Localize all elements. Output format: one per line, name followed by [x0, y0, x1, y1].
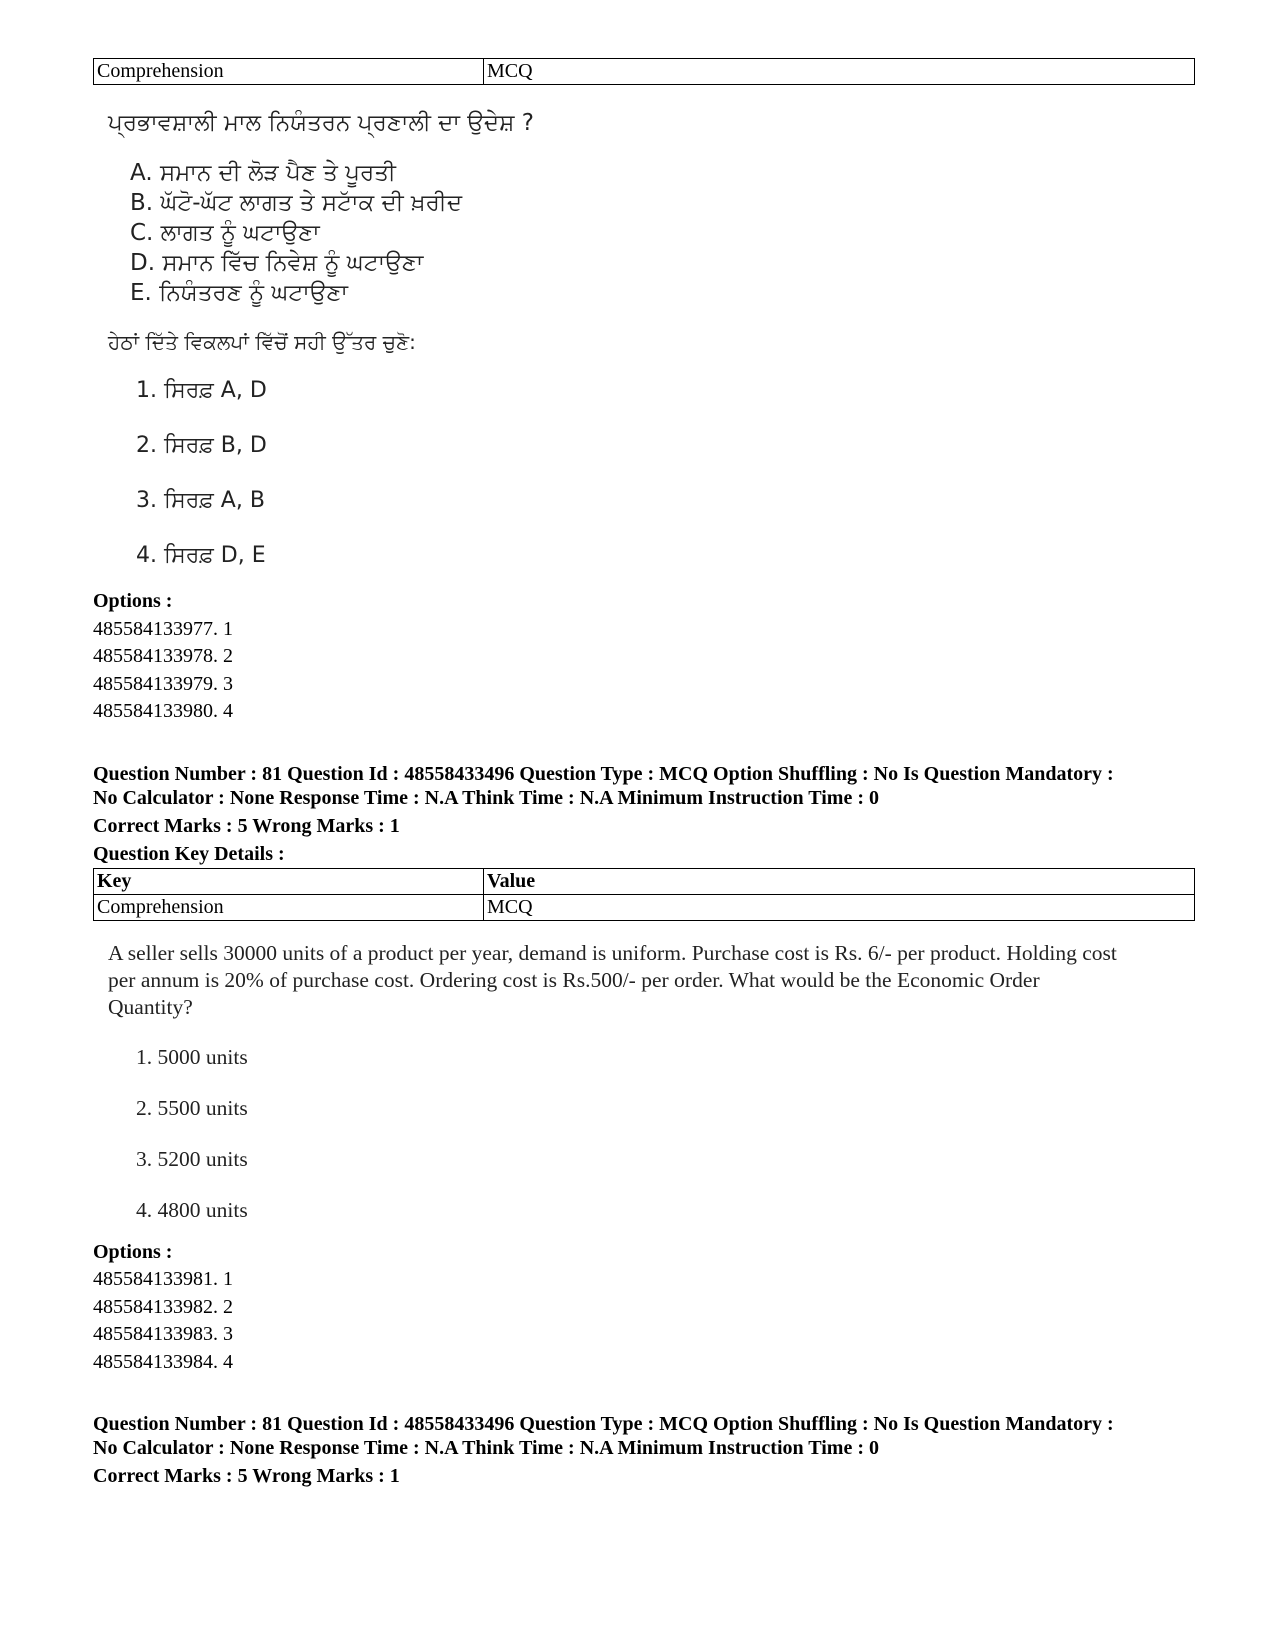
table-header-key: Key [94, 869, 484, 895]
meta-line-1: Question Number : 81 Question Id : 48558433496 Question Type : MCQ Option Shuffling : No Is Question Mandatory : [93, 763, 1114, 785]
answer-choice-4: 4. ਸਿਰਫ਼ D, E [136, 543, 266, 568]
question-key-table [93, 868, 1195, 921]
answer-choice-2: 2. ਸਿਰਫ਼ B, D [136, 433, 267, 458]
option-line: 485584133978. 2 [93, 645, 233, 667]
table-cell-value: MCQ [484, 895, 1195, 921]
table-row [94, 895, 1195, 921]
statement-e: E. ਨਿਯੰਤਰਣ ਨੂੰ ਘਟਾਉਣਾ [130, 280, 348, 306]
marks-line: Correct Marks : 5 Wrong Marks : 1 [93, 815, 400, 837]
answer-choice-1: 1. 5000 units [136, 1045, 248, 1069]
choose-instruction: ਹੇਠਾਂ ਦਿੱਤੇ ਵਿਕਲਪਾਂ ਵਿੱਚੋਂ ਸਹੀ ਉੱਤਰ ਚੁਣੋ: [108, 330, 416, 354]
question-image-english [108, 940, 1148, 1230]
meta-line-2: No Calculator : None Response Time : N.A Think Time : N.A Minimum Instruction Time : 0 [93, 787, 879, 809]
options-heading: Options : [93, 590, 173, 612]
answer-choice-3: 3. 5200 units [136, 1147, 248, 1171]
meta-line-2: No Calculator : None Response Time : N.A Think Time : N.A Minimum Instruction Time : 0 [93, 1437, 879, 1459]
answer-choice-2: 2. 5500 units [136, 1096, 248, 1120]
statement-d: D. ਸਮਾਨ ਵਿੱਚ ਨਿਵੇਸ਼ ਨੂੰ ਘਟਾਉਣਾ [130, 250, 424, 276]
statement-b: B. ਘੱਟੋ-ਘੱਟ ਲਾਗਤ ਤੇ ਸਟਾੱਕ ਦੀ ਖ਼ਰੀਦ [130, 190, 463, 216]
question-text: A seller sells 30000 units of a product per year, demand is uniform. Purchase cost is Rs. 6/- per product. Holding cost per annum is 20% of purchase cost. Ordering cost is Rs.500/- per order. What would be the Economic Order Quantity? [108, 941, 1117, 1019]
answer-choice-4: 4. 4800 units [136, 1198, 248, 1222]
table-cell-key: Comprehension [94, 895, 484, 921]
option-line: 485584133984. 4 [93, 1351, 233, 1373]
statement-a: A. ਸਮਾਨ ਦੀ ਲੋੜ ਪੈਣ ਤੇ ਪੂਰਤੀ [130, 160, 396, 186]
top-key-table [93, 58, 1195, 85]
question-meta [93, 1412, 1203, 1488]
meta-line-1: Question Number : 81 Question Id : 48558433496 Question Type : MCQ Option Shuffling : No Is Question Mandatory : [93, 1413, 1114, 1435]
option-line: 485584133982. 2 [93, 1296, 233, 1318]
options-heading: Options : [93, 1241, 173, 1263]
table-cell-key: Comprehension [94, 59, 484, 85]
table-header-row [94, 869, 1195, 895]
option-line: 485584133977. 1 [93, 618, 233, 640]
option-line: 485584133983. 3 [93, 1323, 233, 1345]
key-details-heading: Question Key Details : [93, 843, 285, 865]
question-meta [93, 762, 1203, 866]
marks-line: Correct Marks : 5 Wrong Marks : 1 [93, 1465, 400, 1487]
option-line: 485584133981. 1 [93, 1268, 233, 1290]
statement-c: C. ਲਾਗਤ ਨੂੰ ਘਟਾਉਣਾ [130, 220, 320, 246]
answer-choice-3: 3. ਸਿਰਫ਼ A, B [136, 488, 265, 513]
answer-choice-1: 1. ਸਿਰਫ਼ A, D [136, 378, 267, 403]
question-text: ਪ੍ਰਭਾਵਸ਼ਾਲੀ ਮਾਲ ਨਿਯੰਤਰਨ ਪ੍ਰਣਾਲੀ ਦਾ ਉਦੇਸ਼ ? [108, 110, 534, 136]
question-image-punjabi [108, 108, 1008, 588]
table-cell-value: MCQ [484, 59, 1195, 85]
option-line: 485584133979. 3 [93, 673, 233, 695]
option-line: 485584133980. 4 [93, 700, 233, 722]
table-row [94, 59, 1195, 85]
table-header-value: Value [484, 869, 1195, 895]
